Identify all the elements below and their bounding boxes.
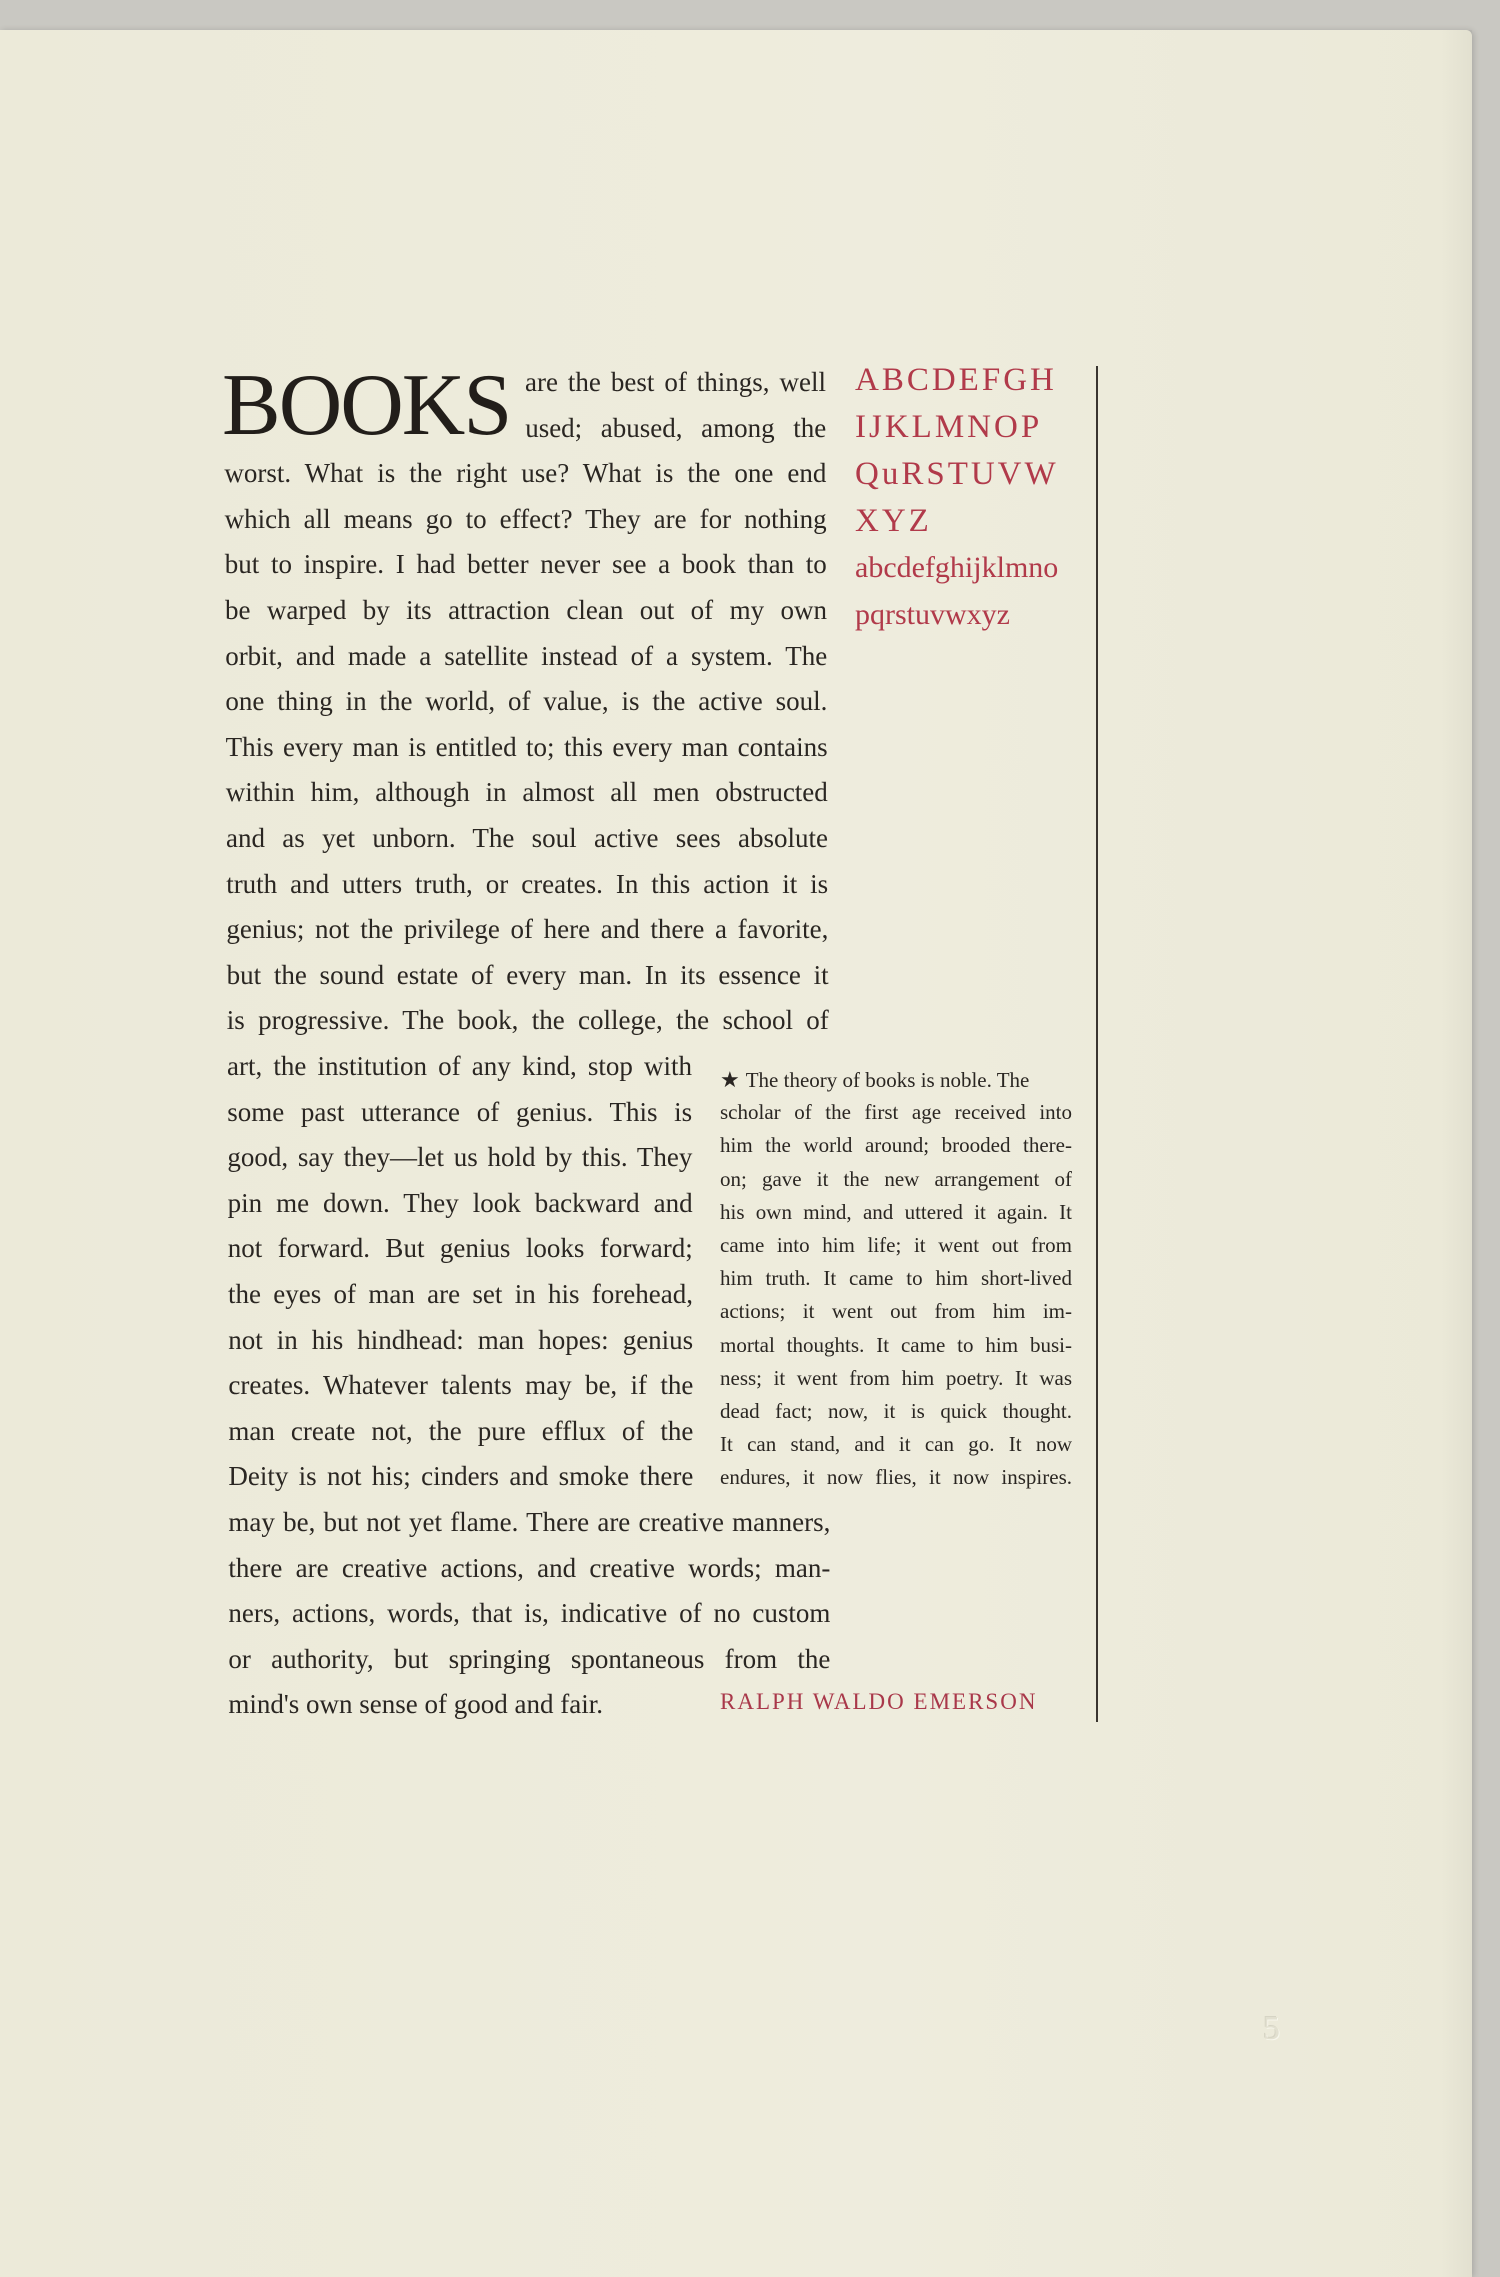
body-text-line: worst. What is the right use? What is the one end	[224, 458, 827, 489]
sidenote-line: him truth. It came to him short-lived	[720, 1266, 1072, 1291]
body-text-line: but the sound estate of every man. In its essence it	[226, 959, 829, 990]
alphabet-line: XYZ	[855, 503, 932, 539]
body-text-line: may be, but not yet flame. There are creative manners,	[228, 1507, 831, 1537]
sidenote-line: It can stand, and it can go. It now	[720, 1432, 1072, 1457]
sidenote-line: actions; it went out from him im-	[720, 1299, 1072, 1324]
alphabet-line: pqrstuvwxyz	[855, 598, 1010, 631]
sidenote-line: endures, it now flies, it now inspires.	[720, 1465, 1072, 1490]
body-text-line: Deity is not his; cinders and smoke there	[228, 1461, 694, 1492]
sidenote-line: him the world around; brooded there-	[720, 1133, 1072, 1158]
body-text-line: one thing in the world, of value, is the active soul.	[225, 686, 828, 717]
sidenote-line: dead fact; now, it is quick thought.	[720, 1399, 1072, 1423]
body-text-line: This every man is entitled to; this every man contains	[225, 731, 828, 762]
body-text-line: and as yet unborn. The soul active sees absolute	[226, 823, 828, 853]
sidenote-line: ness; it went from him poetry. It was	[720, 1365, 1072, 1390]
sidenote-line: came into him life; it went out from	[720, 1233, 1072, 1257]
alphabet-line: QuRSTUVW	[855, 456, 1059, 492]
star-icon: ★	[720, 1067, 740, 1092]
sidenote-line: on; gave it the new arrangement of	[720, 1166, 1072, 1191]
body-text-line: pin me down. They look backward and	[227, 1187, 693, 1218]
sidenote-line	[720, 1063, 1072, 1096]
body-text-line: not in his hindhead: man hopes: genius	[228, 1324, 694, 1355]
alphabet-line: ABCDEFGH	[855, 362, 1057, 398]
body-text-line: orbit, and made a satellite instead of a system. The	[225, 640, 828, 671]
body-text-line: creates. Whatever talents may be, if the	[228, 1370, 694, 1401]
alphabet-line: abcdefghijklmno	[855, 551, 1059, 584]
body-text-line: good, say they—let us hold by this. They	[227, 1142, 693, 1173]
vertical-rule	[1096, 366, 1098, 1722]
body-text-line: is progressive. The book, the college, the school of	[226, 1005, 829, 1036]
author-name: RALPH WALDO EMERSON	[720, 1689, 1038, 1714]
body-text-line: used; abused, among the	[525, 412, 827, 443]
body-text-line: which all means go to effect? They are for nothing	[224, 503, 827, 534]
body-text-line: some past utterance of genius. This is	[227, 1096, 693, 1127]
body-text-line: or authority, but springing spontaneous from the	[228, 1643, 831, 1674]
body-text-line: art, the institution of any kind, stop with	[227, 1051, 692, 1081]
page-number: 5	[1263, 2010, 1280, 2047]
body-text-line: within him, although in almost all men obstructed	[225, 777, 828, 808]
body-text-line: the eyes of man are set in his forehead,	[228, 1279, 693, 1309]
sidenote-line: his own mind, and uttered it again. It	[720, 1199, 1072, 1224]
body-text-line: truth and utters truth, or creates. In this action it is	[226, 868, 829, 899]
body-text-line: ners, actions, words, that is, indicative of no custom	[228, 1598, 831, 1629]
dropcap-books: BOOKS	[222, 357, 511, 454]
page-edge	[1440, 30, 1472, 2277]
sidenote-line: scholar of the first age received into	[720, 1100, 1072, 1125]
sidenote-line: mortal thoughts. It came to him busi-	[720, 1332, 1072, 1357]
body-text-line: not forward. But genius looks forward;	[227, 1233, 693, 1264]
body-text-line: there are creative actions, and creative words; man-	[228, 1552, 831, 1583]
alphabet-line: IJKLMNOP	[855, 409, 1043, 445]
sidenote-first-text: The theory of books is noble. The	[745, 1068, 1030, 1092]
body-text-line: are the best of things, well	[525, 367, 826, 397]
body-text-line: mind's own sense of good and fair.	[228, 1689, 603, 1720]
body-text-line: man create not, the pure efflux of the	[228, 1415, 694, 1446]
body-text-line: be warped by its attraction clean out of my own	[225, 595, 827, 625]
body-text-line: but to inspire. I had better never see a book than to	[224, 549, 827, 580]
body-text-line: genius; not the privilege of here and there a favorite,	[226, 914, 829, 945]
